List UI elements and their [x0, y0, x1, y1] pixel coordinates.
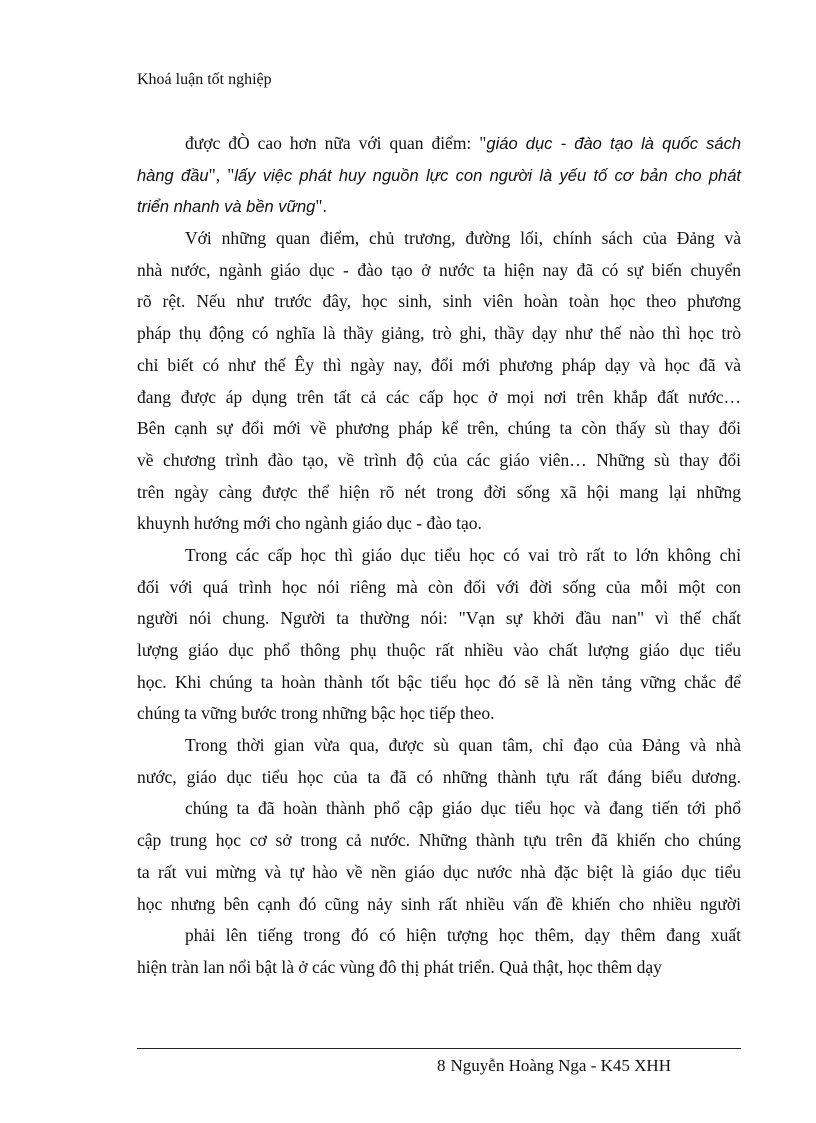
page-footer: [437, 1056, 671, 1076]
italic-quote: lấy việc phát huy nguồn lực con người là yếu tố cơ bản cho phát: [234, 166, 741, 185]
italic-quote: hàng đầu: [137, 166, 209, 185]
italic-quote: giáo dục - đào tạo là quốc sách: [486, 135, 741, 153]
paragraph-line: lượng giáo dục phổ thông phụ thuộc rất nhiều vào chất lượng giáo dục tiểu: [137, 640, 741, 660]
paragraph-line: Bên cạnh sự đổi mới về phương pháp kể trên, chúng ta còn thấy sù thay đổi: [137, 418, 741, 439]
text-run: được đÒ cao hơn nữa với quan điểm: ": [185, 133, 487, 153]
paragraph-line: Trong thời gian vừa qua, được sù quan tâm, chỉ đạo của Đảng và nhà: [185, 735, 741, 756]
paragraph-line: phải lên tiếng trong đó có hiện tượng học thêm, dạy thêm đang xuất: [185, 925, 741, 946]
paragraph-line: về chương trình đào tạo, về trình độ của các giáo viên… Những sù thay đổi: [137, 449, 741, 470]
paragraph-line: Trong các cấp học thì giáo dục tiểu học có vai trò rất to lớn không chỉ: [185, 544, 741, 565]
paragraph-line: khuynh hướng mới cho ngành giáo dục - đào tạo.: [137, 513, 482, 534]
footer-author: Nguyễn Hoàng Nga - K45 XHH: [450, 1056, 671, 1075]
paragraph-line: hiện tràn lan nổi bật là ở các vùng đô thị phát triển. Quả thật, học thêm dạy: [137, 956, 662, 977]
paragraph-line: học nhưng bên cạnh đó cũng nảy sinh rất nhiều vấn đề khiến cho nhiều người: [137, 893, 741, 914]
paragraph-line: người nói chung. Người ta thường nói: "Vạn sự khởi đầu nan" vì thế chất: [137, 608, 741, 629]
paragraph-line: rõ rệt. Nếu như trước đây, học sinh, sinh viên hoàn toàn học theo phương: [137, 291, 741, 312]
page-number: 8: [437, 1056, 446, 1075]
italic-quote: triển nhanh và bền vững: [137, 198, 316, 217]
text-line: [137, 128, 741, 160]
paragraph-line: nhà nước, ngành giáo dục - đào tạo ở nước ta hiện nay đã có sự biến chuyển: [137, 259, 741, 280]
paragraph-line: trên ngày càng được thể hiện rõ nét trong đời sống xã hội mang lại những: [137, 481, 741, 502]
paragraph-line: chúng ta vững bước trong những bậc học tiếp theo.: [137, 703, 495, 724]
running-header: Khoá luận tốt nghiệp: [137, 71, 272, 88]
paragraph-line: đối với quá trình học nói riêng mà còn đối với đời sống của mỗi một con: [137, 576, 741, 597]
text-line: [137, 160, 741, 192]
paragraph-line: chỉ biết có như thế Êy thì ngày nay, đổi mới phương pháp dạy và học đã và: [137, 354, 741, 375]
text-line: [137, 191, 741, 223]
paragraph-line: chúng ta đã hoàn thành phổ cập giáo dục tiểu học và đang tiến tới phổ: [185, 798, 741, 819]
paragraph-line: cập trung học cơ sở trong cả nước. Những thành tựu trên đã khiến cho chúng: [137, 830, 741, 851]
footer-rule: [137, 1048, 741, 1049]
paragraph-line: học. Khi chúng ta hoàn thành tốt bậc tiểu học đó sẽ là nền tảng vững chắc để: [137, 671, 741, 692]
text-run: ".: [315, 196, 327, 217]
paragraph-line: đang được áp dụng trên tất cả các cấp học ở mọi nơi trên khắp đất nước…: [137, 386, 741, 407]
paragraph-line: pháp thụ động có nghĩa là thầy giảng, trò ghi, thầy dạy như thế nào thì học trò: [137, 323, 741, 344]
paragraph-line: nước, giáo dục tiểu học của ta đã có những thành tựu rất đáng biểu dương.: [137, 766, 741, 787]
paragraph-line: Với những quan điểm, chủ trương, đường lối, chính sách của Đảng và: [185, 228, 741, 249]
text-run: ", ": [208, 164, 235, 185]
paragraph-line: ta rất vui mừng và tự hào về nền giáo dục nước nhà đặc biệt là giáo dục tiểu: [137, 861, 741, 882]
body-text: [137, 128, 741, 984]
